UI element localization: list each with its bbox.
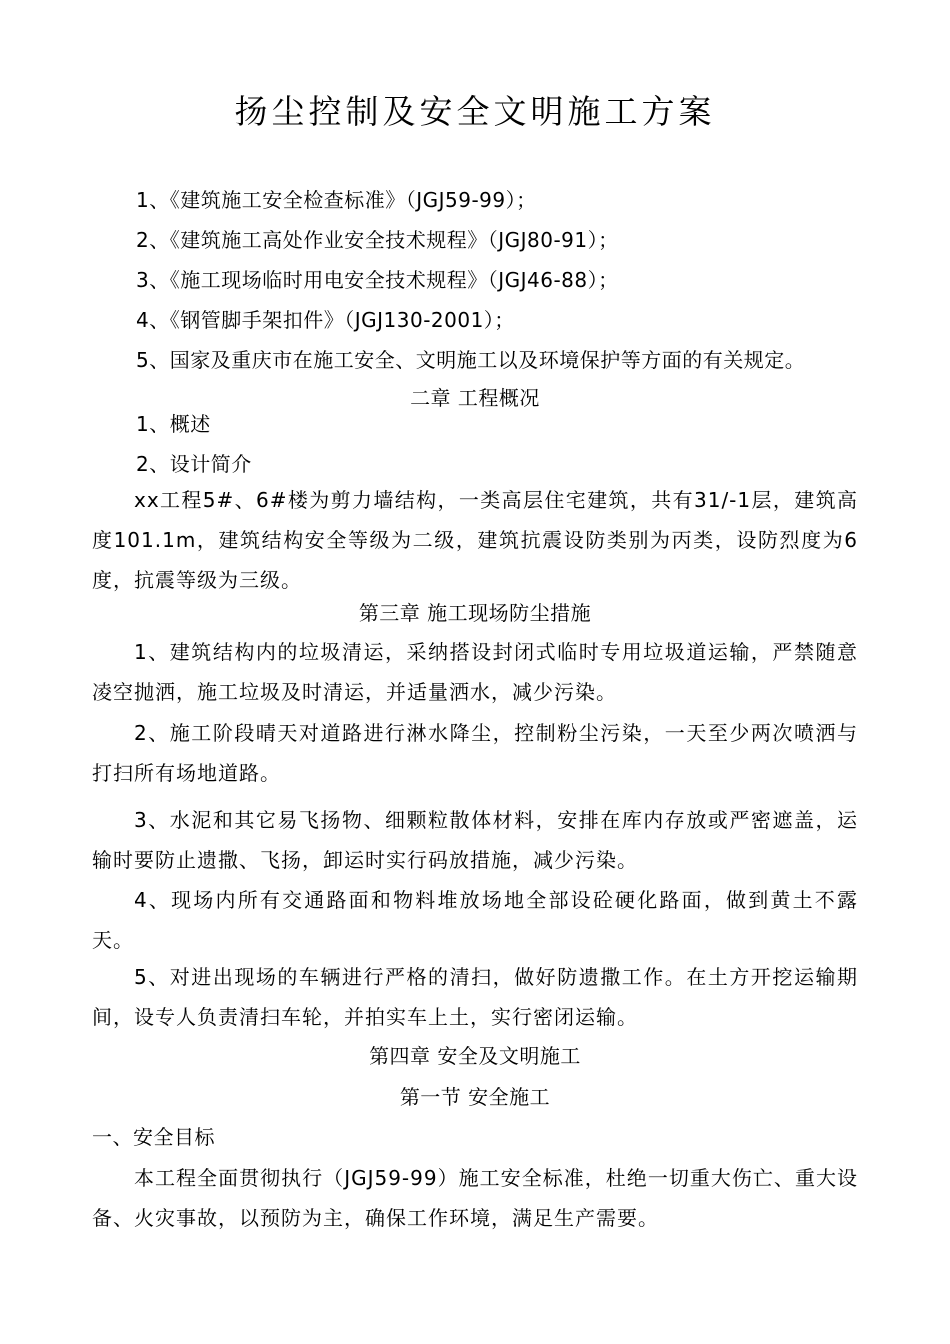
reference-item: 3、《施工现场临时用电安全技术规程》（JGJ46-88）； <box>136 268 619 292</box>
paragraph: 4、现场内所有交通路面和物料堆放场地全部设砼硬化路面，做到黄土不露天。 <box>92 888 858 952</box>
document-title: 扬尘控制及安全文明施工方案 <box>234 92 716 131</box>
section-heading: 第一节 安全施工 <box>399 1085 551 1109</box>
reference-item: 4、《钢管脚手架扣件》（JGJ130-2001）； <box>136 308 515 332</box>
paragraph: 本工程全面贯彻执行（JGJ59-99）施工安全标准，杜绝一切重大伤亡、重大设备、火灾事故，以预防为主，确保工作环境，满足生产需要。 <box>92 1166 858 1230</box>
paragraph: 2、施工阶段晴天对道路进行淋水降尘，控制粉尘污染，一天至少两次喷洒与打扫所有场地道路。 <box>92 721 858 785</box>
reference-item: 5、国家及重庆市在施工安全、文明施工以及环境保护等方面的有关规定。 <box>136 348 806 372</box>
paragraph: 1、建筑结构内的垃圾清运，采纳搭设封闭式临时专用垃圾道运输，严禁随意凌空抛洒，施工垃圾及时清运，并适量洒水，减少污染。 <box>92 640 858 704</box>
reference-item: 1、《建筑施工安全检查标准》（JGJ59-99）； <box>136 188 537 212</box>
paragraph: 3、水泥和其它易飞扬物、细颗粒散体材料，安排在库内存放或严密遮盖，运输时要防止遗撒、飞扬，卸运时实行码放措施，减少污染。 <box>92 808 858 872</box>
paragraph: 5、对进出现场的车辆进行严格的清扫，做好防遗撒工作。在土方开挖运输期间，设专人负责清扫车轮，并拍实车上土，实行密闭运输。 <box>92 965 858 1029</box>
chapter-heading: 第四章 安全及文明施工 <box>369 1044 581 1068</box>
chapter-heading: 二章 工程概况 <box>410 386 540 410</box>
section-item: 1、概述 <box>136 412 211 436</box>
subheading: 一、安全目标 <box>92 1125 215 1149</box>
paragraph: xx工程5#、6#楼为剪力墙结构，一类高层住宅建筑，共有31/-1层，建筑高度101.1m，建筑结构安全等级为二级，建筑抗震设防类别为丙类，设防烈度为6度，抗震等级为三级。 <box>92 488 858 592</box>
reference-item: 2、《建筑施工高处作业安全技术规程》（JGJ80-91）； <box>136 228 619 252</box>
section-item: 2、设计简介 <box>136 452 252 476</box>
chapter-heading: 第三章 施工现场防尘措施 <box>358 601 592 625</box>
